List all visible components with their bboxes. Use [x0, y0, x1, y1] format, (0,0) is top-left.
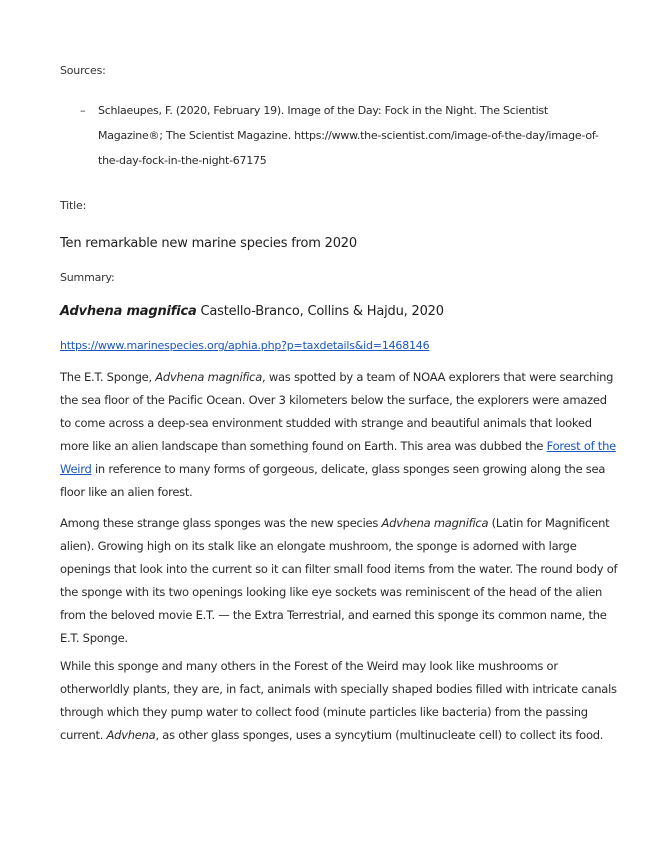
source-item: – Schlaeupes, F. (2020, February 19). Image of the Day: Fock in the Night. The Scientist Magazine®; The Scientist Magazine. https://www.the-scientist.com/image-of-the-day/image-of-the-day-fock-in-the-night-67175 — [80, 98, 600, 173]
p1-text-a: The E.T. Sponge, — [60, 370, 156, 384]
species-url-link[interactable]: https://www.marinespecies.org/aphia.php?p=taxdetails&id=1468146 — [60, 339, 430, 352]
p3-text-b: , as other glass sponges, uses a syncytium (multinucleate cell) to collect its food. — [155, 728, 604, 742]
p2-text-b: (Latin for Magnificent alien). Growing high on its stalk like an elongate mushroom, the sponge is adorned with large openings that look into the current so it can filter small food items from the water. The round body of the sponge with its two openings looking like eye sockets was reminiscent of the head of the alien from the beloved movie E.T. — the Extra Terrestrial, and earned this sponge its common name, the E.T. Sponge. — [60, 516, 618, 645]
p1-text-c: in reference to many forms of gorgeous, delicate, glass sponges seen growing along the sea floor like an alien forest. — [60, 462, 606, 499]
article-title: Ten remarkable new marine species from 2020 — [60, 236, 357, 251]
p1-species: Advhena magnifica — [155, 370, 263, 384]
species-link-row — [60, 339, 620, 352]
species-heading — [60, 304, 620, 319]
p2-text-a: Among these strange glass sponges was the new species — [60, 516, 382, 530]
paragraph-1 — [60, 366, 620, 504]
paragraph-3 — [60, 655, 620, 747]
paragraph-2 — [60, 512, 620, 650]
sources-label: Sources: — [60, 64, 106, 77]
p3-species: Advhena — [106, 728, 156, 742]
species-authors: Castello-Branco, Collins & Hajdu, 2020 — [200, 304, 444, 319]
p2-species: Advhena magnifica — [381, 516, 489, 530]
summary-label: Summary: — [60, 271, 115, 284]
sources-list — [80, 98, 600, 173]
species-name: Advhena magnifica — [60, 304, 197, 319]
forest-of-weird-link[interactable]: Forest of the Weird — [60, 439, 616, 476]
p1-text-b: , was spotted by a team of NOAA explorers that were searching the sea floor of the Pacific Ocean. Over 3 kilometers below the surface, the explorers were amazed to come across a deep-sea environment studded with strange and beautiful animals that looked more like an alien landscape than something found on Earth. This area was dubbed the — [60, 370, 614, 453]
p3-text-a: While this sponge and many others in the Forest of the Weird may look like mushrooms or otherworldly plants, they are, in fact, animals with specially shaped bodies filled with intricate canals through which they pump water to collect food (minute particles like bacteria) from the passing current. — [60, 659, 617, 742]
title-label: Title: — [60, 199, 87, 212]
